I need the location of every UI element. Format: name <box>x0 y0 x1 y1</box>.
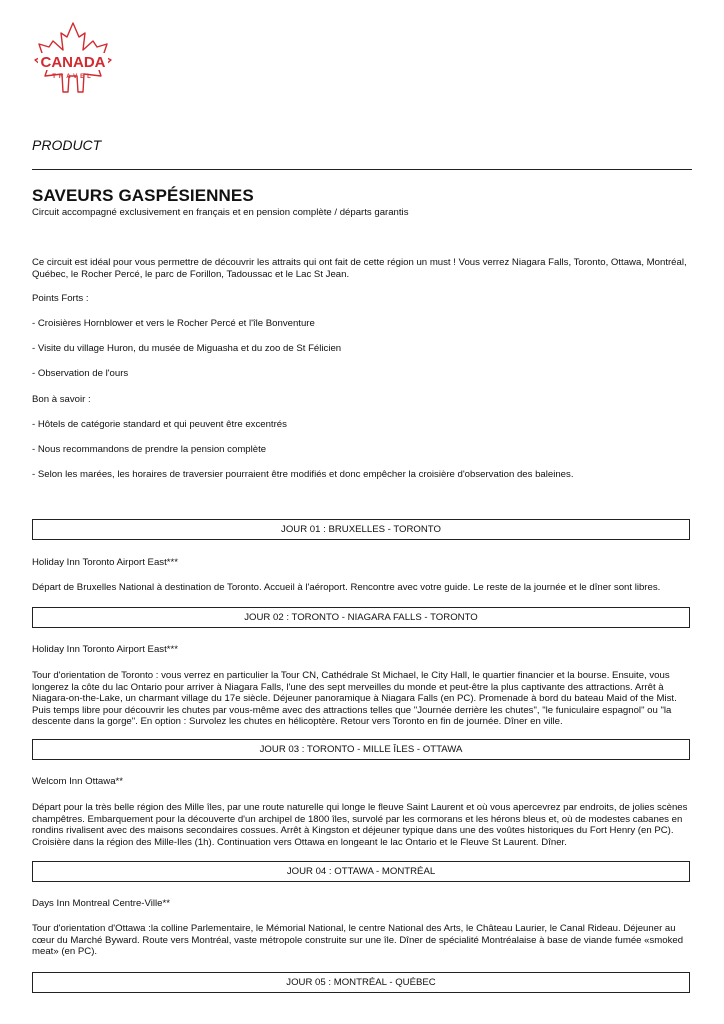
day-description: Tour d'orientation de Toronto : vous verrez en particulier la Tour CN, Cathédrale St Michael, le City Hall, le quartier financier et la bourse. Ensuite, vous longerez la côte du lac Ontario pour arriver à Niagara Falls, l'une des sept merveilles du monde et peut-être la plus captivante des attractions. Arrêt à Niagara-on-the-Lake, un charmant village du 17e siècle. Déjeuner panoramique à Niagara Falls (en PC). Promenade à bord du bateau Maid of the Mist. Puis temps libre pour découvrir les chutes par vous-même avec des attractions telles que "Journée derrière les chutes", "le funiculaire espagnol" ou "la descente dans la gorge". En option : Survolez les chutes en hélicoptère. Retour vers Toronto en fin de journée. Dîner en ville. <box>32 670 677 727</box>
intro-paragraph: Ce circuit est idéal pour vous permettre de découvrir les attraits qui ont fait de cette région un must ! Vous verrez Niagara Falls, Toronto, Ottawa, Montréal, Québec, le Rocher Percé, le parc de Forillon, Tadoussac et le Lac St Jean. <box>32 257 687 280</box>
logo-sub-text: TRAVEL <box>52 74 94 80</box>
note-item: - Selon les marées, les horaires de traversier pourraient être modifiés et donc empêcher la croisière d'observation des baleines. <box>32 469 574 480</box>
day-header: JOUR 03 : TORONTO - MILLE ÎLES - OTTAWA <box>32 739 690 760</box>
note-item: - Nous recommandons de prendre la pension complète <box>32 444 267 455</box>
day-header: JOUR 04 : OTTAWA - MONTRÉAL <box>32 861 690 882</box>
day-header: JOUR 01 : BRUXELLES - TORONTO <box>32 519 690 540</box>
canada-travel-logo <box>30 20 116 102</box>
product-subtitle: Circuit accompagné exclusivement en français et en pension complète / départs garantis <box>32 207 409 218</box>
day-header: JOUR 02 : TORONTO - NIAGARA FALLS - TORONTO <box>32 607 690 628</box>
day-hotel: Days Inn Montreal Centre-Ville** <box>32 898 170 909</box>
day-hotel: Holiday Inn Toronto Airport East*** <box>32 557 178 568</box>
section-label: PRODUCT <box>32 137 102 153</box>
day-hotel: Welcom Inn Ottawa** <box>32 776 123 787</box>
day-description: Tour d'orientation d'Ottawa :la colline Parlementaire, le Mémorial National, le centre National des Arts, le Château Laurier, le Canal Rideau. Déjeuner au cœur du Marché Byward. Route vers Montréal, vaste métropole construite sur une île. Dîner de spécialité Montréalaise à base de viande fumée «smoked meat» (en PC). <box>32 923 684 957</box>
day-description: Départ de Bruxelles National à destination de Toronto. Accueil à l'aéroport. Rencontre avec votre guide. Le reste de la journée et le dîner sont libres. <box>32 582 661 593</box>
highlight-item: - Observation de l'ours <box>32 368 129 379</box>
day-hotel: Holiday Inn Toronto Airport East*** <box>32 644 178 655</box>
logo-main-text: CANADA <box>40 54 106 71</box>
day-header: JOUR 05 : MONTRÉAL - QUÉBEC <box>32 972 690 993</box>
highlight-item: - Croisières Hornblower et vers le Rocher Percé et l'île Bonventure <box>32 318 315 329</box>
header-divider <box>32 169 692 170</box>
notes-heading: Bon à savoir : <box>32 394 91 405</box>
product-title: SAVEURS GASPÉSIENNES <box>32 186 254 205</box>
highlights-heading: Points Forts : <box>32 293 89 304</box>
highlight-item: - Visite du village Huron, du musée de Miguasha et du zoo de St Félicien <box>32 343 342 354</box>
note-item: - Hôtels de catégorie standard et qui peuvent être excentrés <box>32 419 287 430</box>
day-description: Départ pour la très belle région des Mille îles, par une route naturelle qui longe le fleuve Saint Laurent et où vous apercevrez par endroits, de jolies scènes champêtres. Embarquement pour la découverte d'un archipel de 1800 îles, survolé par les cormorans et les hérons bleus et, où de modestes cabanes en rondins rivalisent avec des maisons secondaires cossues. Arrêt à Kingston et déjeuner typique dans une des voûtes historiques du Fort Henry (en PC). Croisière dans la région des Mille-Iles (1h). Continuation vers Ottawa en longeant le lac Ontario et le Fleuve St Laurent. Dîner. <box>32 802 688 848</box>
